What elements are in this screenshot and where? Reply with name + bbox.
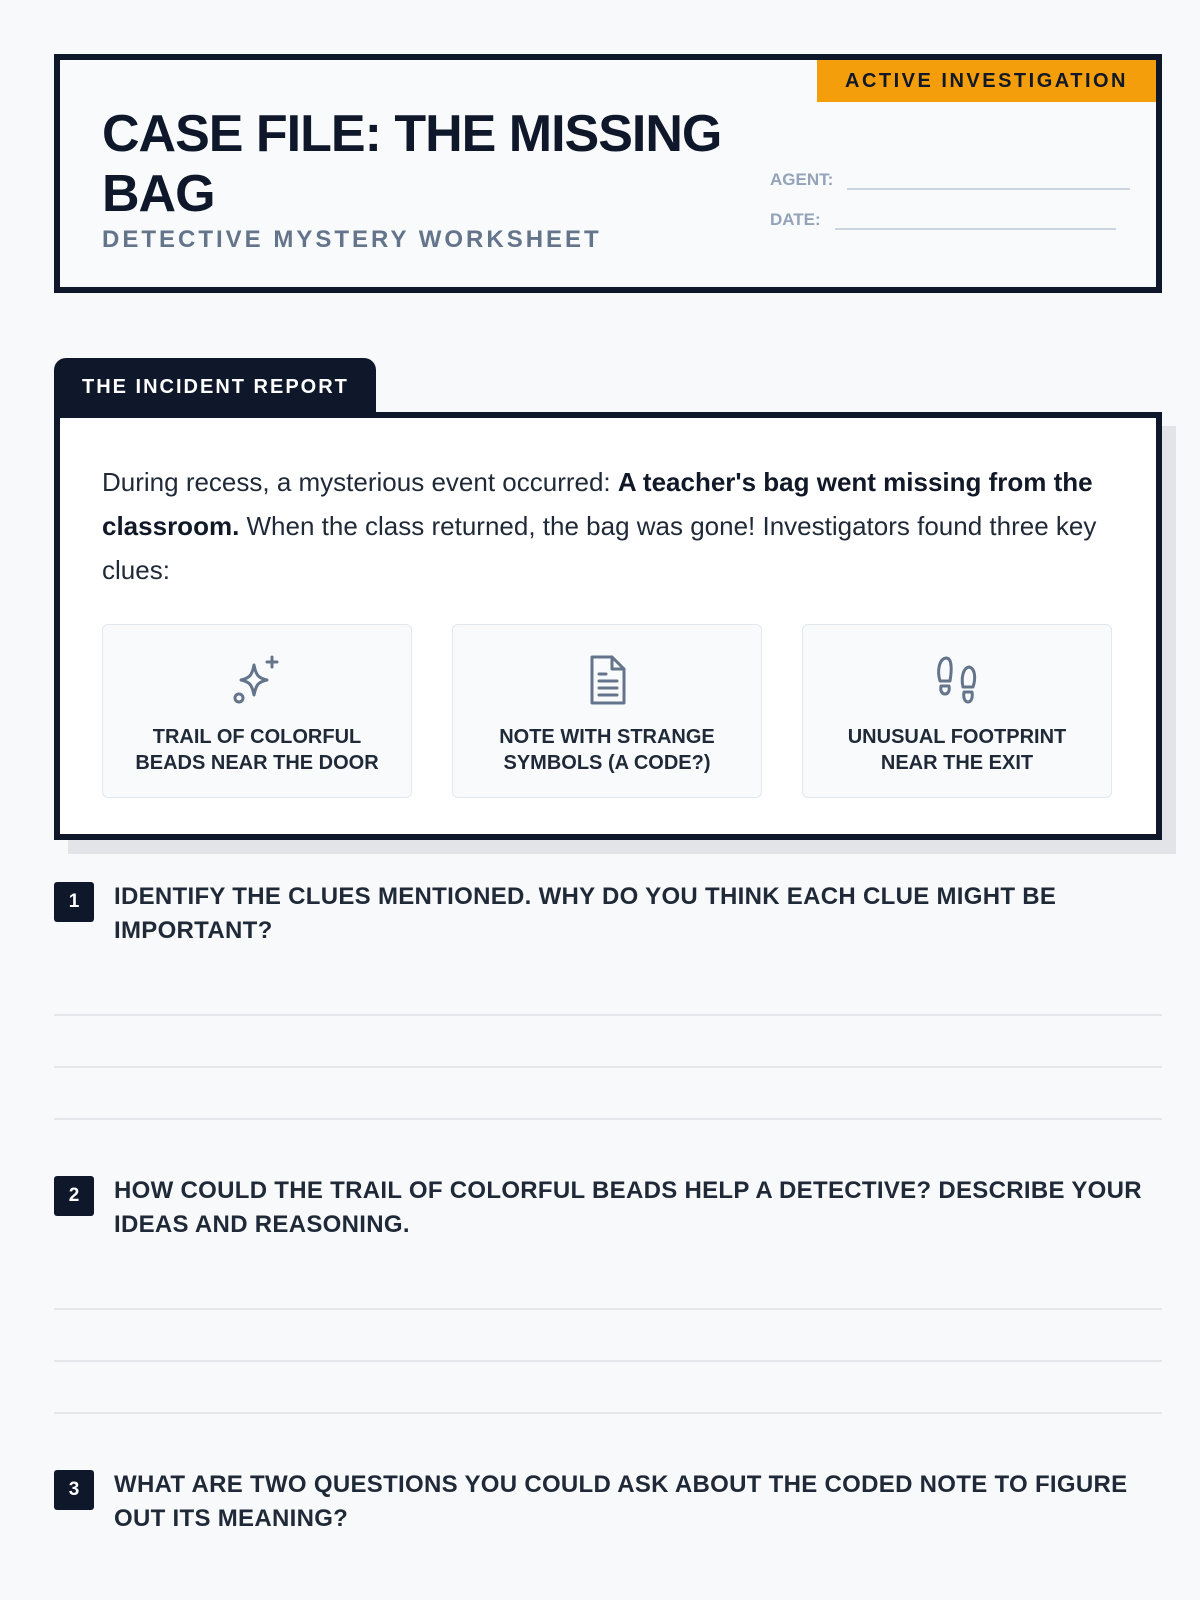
page-title: CASE FILE: THE MISSING BAG bbox=[102, 105, 722, 223]
incident-report-card bbox=[54, 412, 1162, 840]
status-badge: ACTIVE INVESTIGATION bbox=[817, 60, 1156, 102]
question-text: IDENTIFY THE CLUES MENTIONED. WHY DO YOU THINK EACH CLUE MIGHT BE IMPORTANT? bbox=[114, 883, 1057, 944]
clue-card bbox=[452, 624, 762, 798]
agent-field[interactable] bbox=[847, 166, 1130, 190]
clue-label: TRAIL OF COLORFUL BEADS NEAR THE DOOR bbox=[135, 726, 379, 774]
sparkle-icon bbox=[230, 653, 284, 712]
incident-text-highlight: A teacher's bag went missing from the classroom. bbox=[102, 467, 1093, 541]
question-number: 3 bbox=[54, 1470, 94, 1510]
agent-row bbox=[770, 150, 1130, 190]
question-number: 2 bbox=[54, 1176, 94, 1216]
answer-line[interactable] bbox=[54, 1014, 1162, 1016]
incident-text-intro: During recess, a mysterious event occurred: bbox=[102, 467, 618, 497]
clue-label: UNUSUAL FOOTPRINT NEAR THE EXIT bbox=[847, 726, 1067, 774]
case-header-card bbox=[54, 54, 1162, 293]
answer-line[interactable] bbox=[54, 1412, 1162, 1414]
answer-line[interactable] bbox=[54, 1360, 1162, 1362]
worksheet-page bbox=[54, 54, 1162, 1532]
answer-line[interactable] bbox=[54, 1308, 1162, 1310]
clue-card bbox=[102, 624, 412, 798]
agent-label: AGENT: bbox=[770, 170, 834, 189]
clue-label: NOTE WITH STRANGE SYMBOLS (A CODE?) bbox=[499, 726, 715, 774]
document-icon bbox=[580, 653, 634, 712]
incident-report-tab: THE INCIDENT REPORT bbox=[54, 358, 376, 416]
clue-card bbox=[802, 624, 1112, 798]
answer-line[interactable] bbox=[54, 1118, 1162, 1120]
date-field[interactable] bbox=[835, 206, 1116, 230]
incident-text-rest: When the class returned, the bag was gone! Investigators found three key clues: bbox=[102, 511, 1097, 585]
answer-line[interactable] bbox=[54, 1066, 1162, 1068]
case-meta bbox=[770, 150, 1130, 230]
date-row bbox=[770, 190, 1130, 230]
page-subtitle: DETECTIVE MYSTERY WORKSHEET bbox=[102, 226, 602, 253]
footprints-icon bbox=[930, 653, 984, 712]
incident-text bbox=[102, 460, 1102, 592]
clue-list bbox=[102, 624, 1112, 798]
question-text: HOW COULD THE TRAIL OF COLORFUL BEADS HELP A DETECTIVE? DESCRIBE YOUR IDEAS AND REASONING. bbox=[114, 1177, 1142, 1238]
date-label: DATE: bbox=[770, 210, 821, 229]
question-text: WHAT ARE TWO QUESTIONS YOU COULD ASK ABOUT THE CODED NOTE TO FIGURE OUT ITS MEANING? bbox=[114, 1471, 1128, 1532]
question-number: 1 bbox=[54, 882, 94, 922]
